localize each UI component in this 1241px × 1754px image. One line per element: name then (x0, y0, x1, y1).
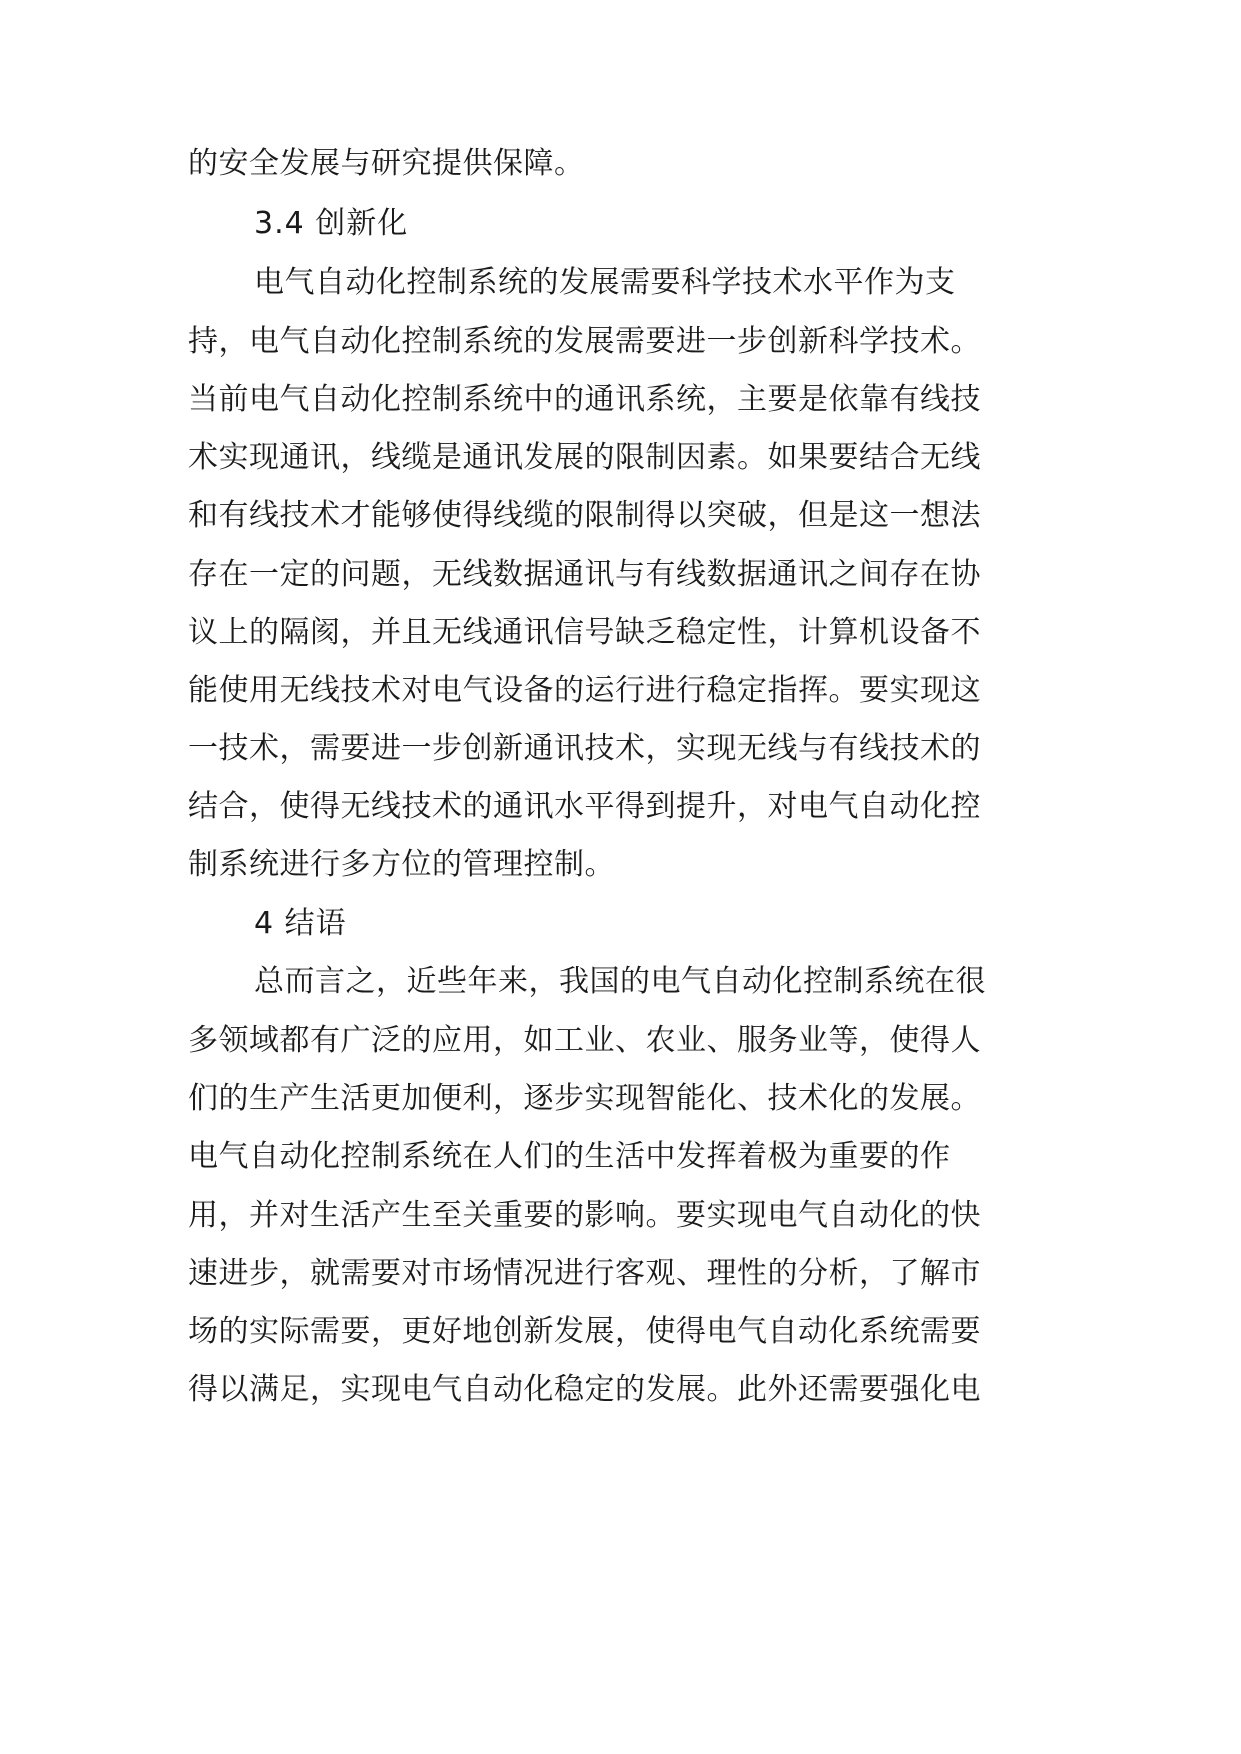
text-line: 当前电气自动化控制系统中的通讯系统，主要是依靠有线技 (188, 382, 981, 417)
section-heading-3-4: 3.4 创新化 (254, 206, 409, 241)
text-line: 速进步，就需要对市场情况进行客观、理性的分析，了解市 (188, 1256, 981, 1291)
text-line: 们的生产生活更加便利，逐步实现智能化、技术化的发展。 (188, 1081, 981, 1116)
text-line: 持，电气自动化控制系统的发展需要进一步创新科学技术。 (188, 324, 981, 359)
text-line: 议上的隔阂，并且无线通讯信号缺乏稳定性，计算机设备不 (188, 615, 981, 650)
text-line: 存在一定的问题，无线数据通讯与有线数据通讯之间存在协 (188, 557, 981, 592)
section-heading-4: 4 结语 (254, 906, 347, 941)
text-line: 多领域都有广泛的应用，如工业、农业、服务业等，使得人 (188, 1023, 981, 1058)
text-line: 术实现通讯，线缆是通讯发展的限制因素。如果要结合无线 (188, 440, 981, 475)
text-line: 电气自动化控制系统在人们的生活中发挥着极为重要的作 (188, 1139, 951, 1174)
text-line: 结合，使得无线技术的通讯水平得到提升，对电气自动化控 (188, 789, 981, 824)
text-line: 用，并对生活产生至关重要的影响。要实现电气自动化的快 (188, 1198, 981, 1233)
text-line: 和有线技术才能够使得线缆的限制得以突破，但是这一想法 (188, 498, 981, 533)
text-line: 的安全发展与研究提供保障。 (188, 146, 585, 181)
text-line: 场的实际需要，更好地创新发展，使得电气自动化系统需要 (188, 1314, 981, 1349)
text-line: 能使用无线技术对电气设备的运行进行稳定指挥。要实现这 (188, 673, 981, 708)
paragraph-first-line: 电气自动化控制系统的发展需要科学技术水平作为支 (254, 265, 956, 300)
text-line: 一技术，需要进一步创新通讯技术，实现无线与有线技术的 (188, 731, 981, 766)
paragraph-first-line: 总而言之，近些年来，我国的电气自动化控制系统在很 (254, 964, 986, 999)
text-line: 得以满足，实现电气自动化稳定的发展。此外还需要强化电 (188, 1372, 981, 1407)
text-line: 制系统进行多方位的管理控制。 (188, 847, 615, 882)
